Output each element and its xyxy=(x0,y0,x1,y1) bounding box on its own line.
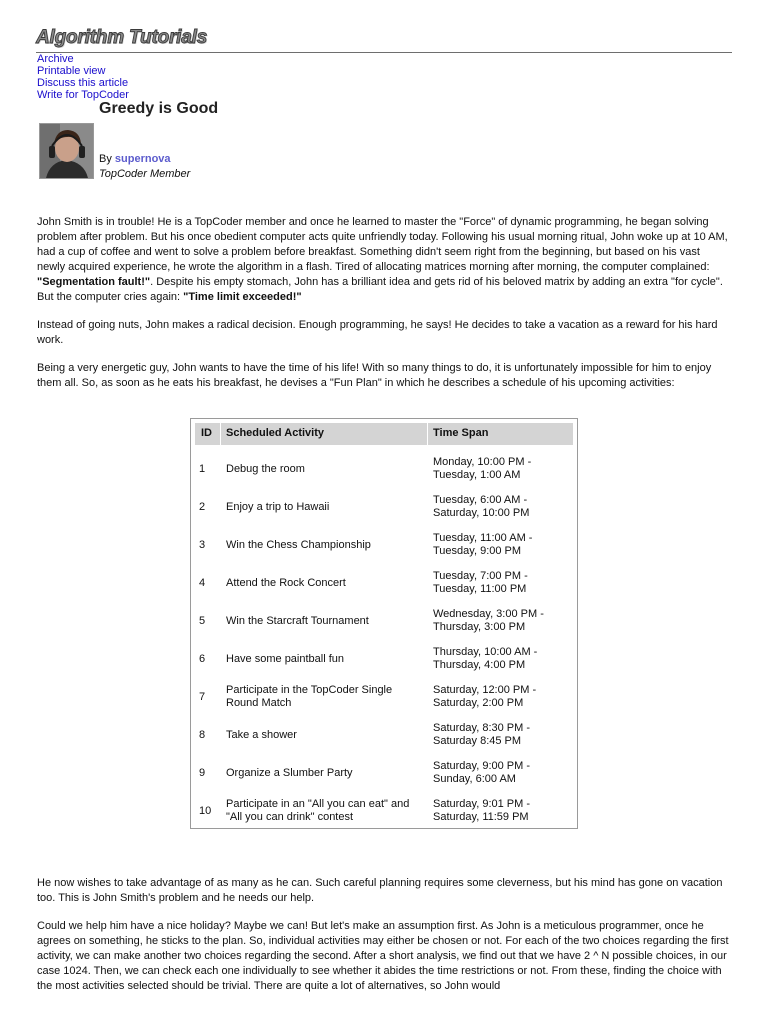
row-time-span xyxy=(433,532,573,558)
article-title: Greedy is Good xyxy=(99,100,219,117)
segfault-quote: "Segmentation fault!" xyxy=(37,276,151,288)
row-time-span xyxy=(433,608,573,634)
header-activity: Scheduled Activity xyxy=(226,427,325,439)
row-id: 10 xyxy=(199,805,212,817)
table-row xyxy=(195,488,573,526)
row-time-span xyxy=(433,722,573,748)
archive-link[interactable]: Archive xyxy=(37,53,74,65)
table-row xyxy=(195,792,573,830)
time-end: Thursday, 3:00 PM xyxy=(433,621,526,633)
time-end: Saturday 8:45 PM xyxy=(433,735,522,747)
row-time-span xyxy=(433,798,573,824)
time-end: Thursday, 4:00 PM xyxy=(433,659,526,671)
time-end: Saturday, 10:00 PM xyxy=(433,507,530,519)
row-activity: Participate in the TopCoder Single Round Match xyxy=(226,684,393,709)
paragraph-intro xyxy=(37,215,731,305)
table-header-row xyxy=(195,423,573,445)
row-id: 5 xyxy=(199,615,206,627)
time-start: Saturday, 12:00 PM - xyxy=(433,684,537,696)
row-time-span xyxy=(433,494,573,520)
row-id: 6 xyxy=(199,653,206,665)
table-row xyxy=(195,450,573,488)
discuss-article-link[interactable]: Discuss this article xyxy=(37,77,129,89)
time-end: Sunday, 6:00 AM xyxy=(433,773,516,785)
table-row xyxy=(195,526,573,564)
row-id: 1 xyxy=(199,463,206,475)
site-logo: Algorithm Tutorials xyxy=(36,27,208,48)
table-row xyxy=(195,564,573,602)
author-avatar xyxy=(39,123,94,179)
time-start: Tuesday, 7:00 PM - xyxy=(433,570,528,582)
time-end: Tuesday, 1:00 AM xyxy=(433,469,521,481)
time-start: Monday, 10:00 PM - xyxy=(433,456,532,468)
row-id: 3 xyxy=(199,539,206,551)
table-row xyxy=(195,602,573,640)
row-activity: Debug the room xyxy=(226,463,305,475)
row-time-span xyxy=(433,760,573,786)
paragraph-fun-plan: Being a very energetic guy, John wants to have the time of his life! With so many things to do, it is unfortunately impossible for him to enjoy them all. So, as soon as he eats his breakfast, he devises a "Fun Plan" in which he describes a schedule of his upcoming activities: xyxy=(37,362,712,389)
row-activity: Enjoy a trip to Hawaii xyxy=(226,501,330,513)
time-end: Saturday, 11:59 PM xyxy=(433,811,529,823)
author-byline xyxy=(99,153,171,165)
row-id: 9 xyxy=(199,767,206,779)
time-start: Saturday, 9:00 PM - xyxy=(433,760,531,772)
time-start: Saturday, 9:01 PM - xyxy=(433,798,531,810)
paragraph-help: He now wishes to take advantage of as many as he can. Such careful planning requires some cleverness, but his mind has gone on vacation too. This is John Smith's problem and he needs our help. xyxy=(37,877,723,904)
paragraph-intro-text-a: John Smith is in trouble! He is a TopCoder member and once he learned to master the "Force" of dynamic programming, he began solving problem after problem. But his once obedient computer acts quite unfriendly today. Following his usual morning ritual, John woke up at 10 AM, had a cup of coffee and went to solve a problem before breakfast. Something didn't seem right from the beginning, but based on his vast newly acquired experience, he wrote the algorithm in a flash. Tired of allocating matrices morning after morning, the computer complained: xyxy=(37,216,728,273)
row-activity: Take a shower xyxy=(226,729,297,741)
table-row xyxy=(195,716,573,754)
table-row xyxy=(195,754,573,792)
byline-prefix: By xyxy=(99,153,112,165)
time-end: Tuesday, 9:00 PM xyxy=(433,545,522,557)
header-id: ID xyxy=(201,427,212,439)
paragraph-intro-text-c: . Despite his empty stomach, John has a brilliant idea and gets rid of his beloved matrix by adding an extra "for cycle". But the computer cries again: xyxy=(37,276,723,303)
author-name-link[interactable]: supernova xyxy=(114,153,171,165)
row-id: 2 xyxy=(199,501,206,513)
row-time-span xyxy=(433,456,573,482)
paragraph-decision: Instead of going nuts, John makes a radical decision. Enough programming, he says! He decides to take a vacation as a reward for his hard work. xyxy=(37,319,718,346)
time-end: Tuesday, 11:00 PM xyxy=(433,583,527,595)
row-activity: Attend the Rock Concert xyxy=(226,577,346,589)
row-id: 8 xyxy=(199,729,206,741)
time-start: Tuesday, 6:00 AM - xyxy=(433,494,528,506)
article-nav xyxy=(37,53,129,101)
row-activity: Win the Chess Championship xyxy=(226,539,371,551)
header-time-span: Time Span xyxy=(433,427,489,439)
row-activity: Organize a Slumber Party xyxy=(226,767,353,779)
paragraph-analysis: Could we help him have a nice holiday? Maybe we can! But let's make an assumption first. As John is a meticulous programmer, once he agrees on something, he sticks to the plan. So, individual activities may either be chosen or not. For each of the two choices regarding the first activity, we can make another two choices regarding the second. After a short analysis, we find out that we have 2 ^ N possible choices, in our case 1024. Then, we can check each one individually to see whether it abides the time restrictions or not. From these, finding the choice with the most activities selected should be trivial. There are quite a lot of alternatives, so John would xyxy=(37,920,729,992)
write-for-topcoder-link[interactable]: Write for TopCoder xyxy=(37,89,129,101)
time-start: Saturday, 8:30 PM - xyxy=(433,722,531,734)
row-time-span xyxy=(433,684,573,710)
table-row xyxy=(195,640,573,678)
table-row xyxy=(195,678,573,716)
printable-view-link[interactable]: Printable view xyxy=(37,65,106,77)
author-role: TopCoder Member xyxy=(99,168,191,180)
row-id: 4 xyxy=(199,577,206,589)
row-activity: Win the Starcraft Tournament xyxy=(226,615,369,627)
time-start: Wednesday, 3:00 PM - xyxy=(433,608,544,620)
time-end: Saturday, 2:00 PM xyxy=(433,697,524,709)
row-id: 7 xyxy=(199,691,206,703)
row-activity: Participate in an "All you can eat" and "All you can drink" contest xyxy=(226,798,410,823)
row-activity: Have some paintball fun xyxy=(226,653,345,665)
time-start: Tuesday, 11:00 AM - xyxy=(433,532,533,544)
time-start: Thursday, 10:00 AM - xyxy=(433,646,538,658)
page-header xyxy=(36,28,732,53)
row-time-span xyxy=(433,570,573,596)
activity-schedule-table xyxy=(190,418,578,829)
tle-quote: "Time limit exceeded!" xyxy=(183,291,302,303)
row-time-span xyxy=(433,646,573,672)
